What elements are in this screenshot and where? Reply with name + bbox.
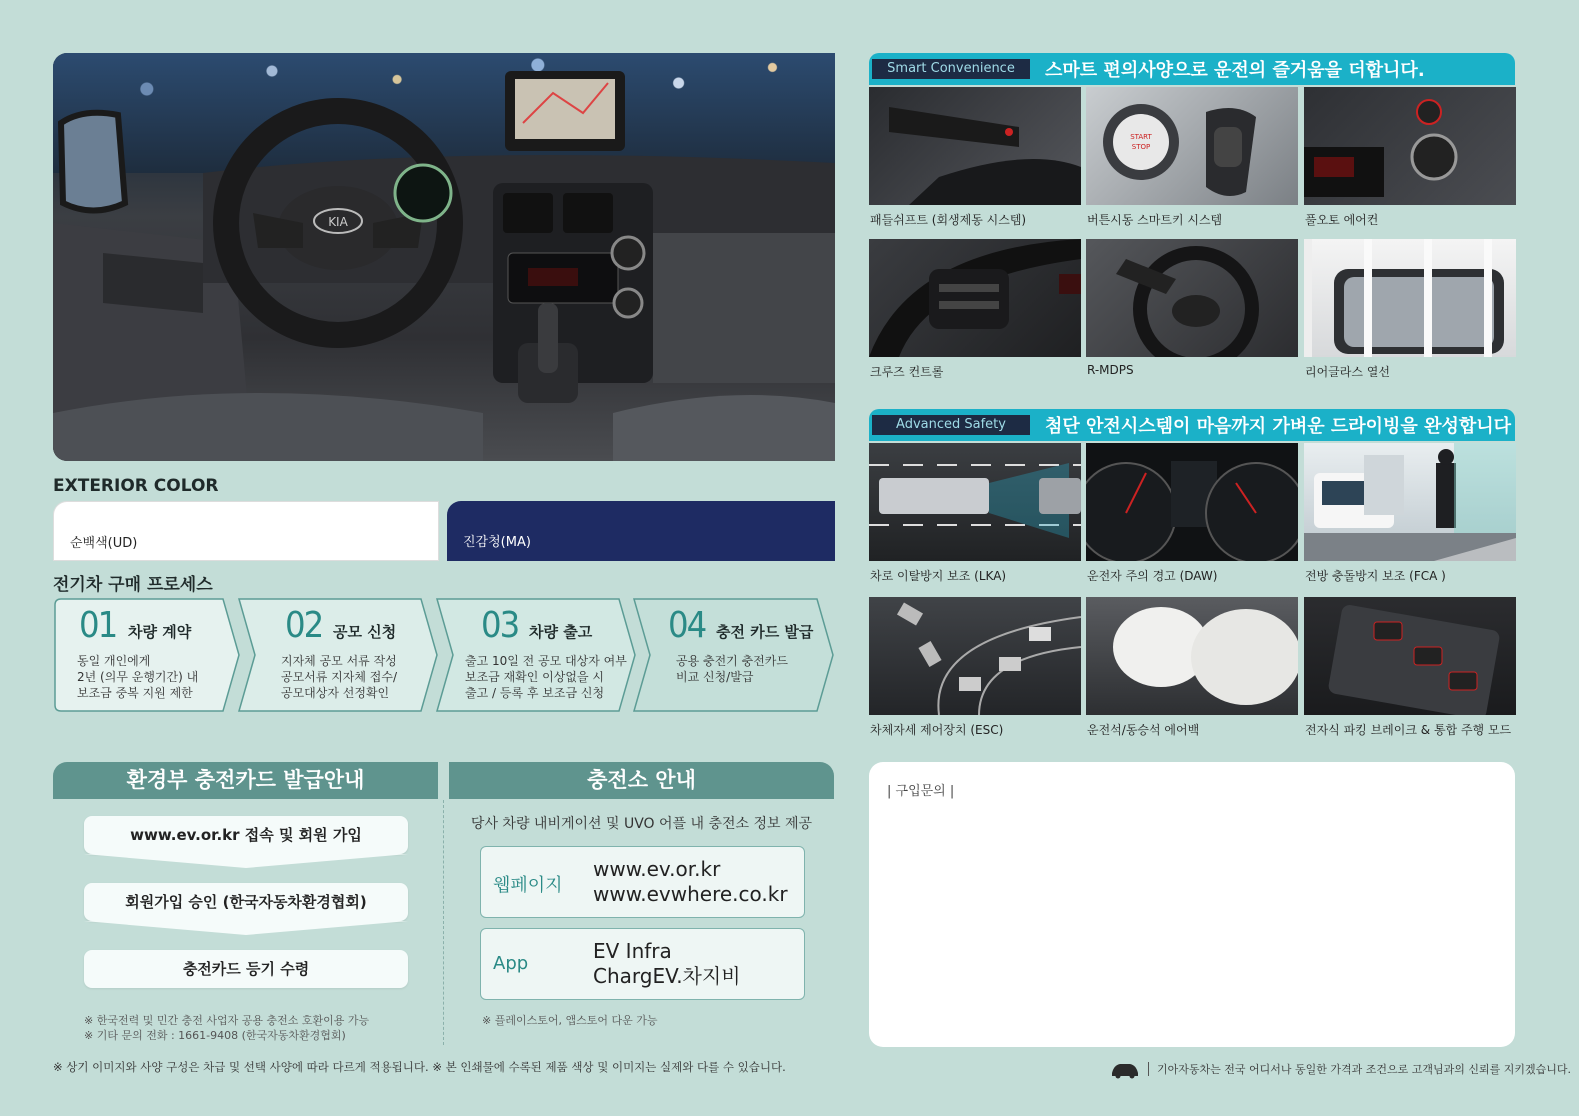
color-swatch-label: 진감청(MA): [463, 535, 531, 550]
caption-r-mdps: R-MDPS: [1087, 363, 1134, 377]
process-step-4: [632, 597, 835, 713]
smart-headline: 스마트 편의사양으로 운전의 즐거움을 더합니다.: [1045, 60, 1425, 81]
process-step-1: [53, 597, 241, 713]
process-title: 전기차 구매 프로세스: [53, 575, 213, 595]
caption-parking-brake: 전자식 파킹 브레이크 & 통합 주행 모드: [1305, 723, 1512, 737]
photo-cruise-control: [869, 239, 1081, 357]
advanced-safety-banner: [869, 409, 1515, 441]
step-title: 충전 카드 발급: [716, 623, 814, 641]
process-step-2: [237, 597, 439, 713]
safety-headline: 첨단 안전시스템이 마음까지 가벼운 드라이빙을 완성합니다: [1045, 416, 1512, 437]
photo-r-mdps: [1086, 239, 1298, 357]
card-step-2: 회원가입 승인 (한국자동차환경협회): [84, 883, 408, 921]
step-number: 04: [668, 605, 706, 646]
photo-parking-brake: [1304, 597, 1516, 715]
step-number: 02: [285, 605, 323, 646]
card-step-1: www.ev.or.kr 접속 및 회원 가입: [84, 816, 408, 854]
color-swatch-white: [53, 501, 439, 561]
station-app-box: [480, 928, 805, 1000]
caption-esc: 차체자세 제어장치 (ESC): [870, 723, 1004, 737]
caption-smart-key: 버튼시동 스마트키 시스템: [1087, 213, 1223, 227]
card-guide-title: 환경부 충전카드 발급안내: [53, 762, 438, 799]
step-title: 공모 신청: [333, 623, 397, 641]
photo-smart-key: [1086, 87, 1298, 205]
purchase-inquiry-box: [869, 762, 1515, 1047]
exterior-color-title: EXTERIOR COLOR: [53, 476, 219, 496]
card-step-arrow: [84, 921, 408, 935]
caption-cruise-control: 크루즈 컨트롤: [870, 365, 944, 379]
caption-rear-glass-heater: 리어글라스 열선: [1305, 365, 1390, 379]
station-intro: 당사 차량 내비게이션 및 UVO 어플 내 충전소 정보 제공: [470, 816, 813, 832]
step-title: 차량 계약: [128, 623, 192, 641]
station-note: ※ 플레이스토어, 앱스토어 다운 가능: [482, 1014, 658, 1027]
caption-airbag: 운전석/동승석 에어백: [1087, 723, 1200, 737]
caption-daw: 운전자 주의 경고 (DAW): [1087, 569, 1218, 583]
inquiry-label: | 구입문의 |: [887, 784, 955, 799]
station-guide-title: 충전소 안내: [449, 762, 834, 799]
app-label: App: [493, 953, 529, 974]
color-swatch-label: 순백색(UD): [70, 536, 138, 551]
card-step-3: 충전카드 등기 수령: [84, 950, 408, 988]
start-label: START: [1130, 133, 1152, 141]
web-label: 웹페이지: [493, 875, 563, 896]
interior-dashboard-photo: [53, 53, 835, 461]
color-swatch-navy: [447, 501, 835, 561]
photo-daw: [1086, 443, 1298, 561]
step-description: 동일 개인에게 2년 (의무 운행기간) 내 보조금 중복 지원 제한: [77, 654, 199, 700]
step-number: 01: [79, 605, 117, 646]
step-description: 지자체 공모 서류 작성 공모서류 지자체 접수/ 공모대상자 선정확인: [281, 654, 398, 700]
card-guide-notes: ※ 한국전력 및 민간 충전 사업자 공용 충전소 호환이용 가능 ※ 기타 문의 전화 : 1661-9408 (한국자동차환경협회): [84, 1014, 370, 1042]
caption-paddle-shift: 패들쉬프트 (회생제동 시스템): [870, 213, 1027, 227]
photo-lka: [869, 443, 1081, 561]
photo-air-conditioner: [1304, 87, 1516, 205]
photo-airbag: [1086, 597, 1298, 715]
footer-pledge-text: 기아자동차는 전국 어디서나 동일한 가격과 조건으로 고객님과의 신뢰를 지키겠습니다.: [1157, 1063, 1572, 1076]
safety-tag: Advanced Safety: [872, 415, 1030, 435]
photo-rear-glass-heater: [1304, 239, 1516, 357]
photo-fca: [1304, 443, 1516, 561]
footer-disclaimer: ※ 상기 이미지와 사양 구성은 차급 및 선택 사양에 따라 다르게 적용됩니다. ※ 본 인쇄물에 수록된 제품 색상 및 이미지는 실제와 다를 수 있습니다.: [53, 1060, 786, 1074]
step-title: 차량 출고: [529, 623, 593, 641]
smart-convenience-banner: [869, 53, 1515, 85]
smart-tag: Smart Convenience: [872, 59, 1030, 79]
web-value[interactable]: www.ev.or.kr www.evwhere.co.kr: [593, 857, 788, 906]
car-logo-icon: [1110, 1059, 1140, 1079]
stop-label: STOP: [1131, 143, 1151, 151]
caption-air-conditioner: 풀오토 에어컨: [1305, 213, 1379, 227]
photo-esc: [869, 597, 1081, 715]
step-number: 03: [481, 605, 519, 646]
app-value: EV Infra ChargEV.차지비: [593, 939, 741, 988]
steering-logo: KIA: [328, 215, 348, 229]
step-description: 공용 충전기 충전카드 비교 신청/발급: [676, 654, 788, 684]
process-step-3: [435, 597, 637, 713]
card-step-arrow: [84, 854, 408, 868]
footer-pledge: [1110, 1059, 1571, 1079]
caption-fca: 전방 충돌방지 보조 (FCA ): [1305, 569, 1446, 583]
caption-lka: 차로 이탈방지 보조 (LKA): [870, 569, 1007, 583]
column-divider: [443, 800, 444, 1045]
station-web-box: [480, 846, 805, 918]
step-description: 출고 10일 전 공모 대상자 여부 보조금 재확인 이상없을 시 출고 / 등록 후 보조금 신청: [465, 654, 627, 700]
photo-paddle-shift: [869, 87, 1081, 205]
